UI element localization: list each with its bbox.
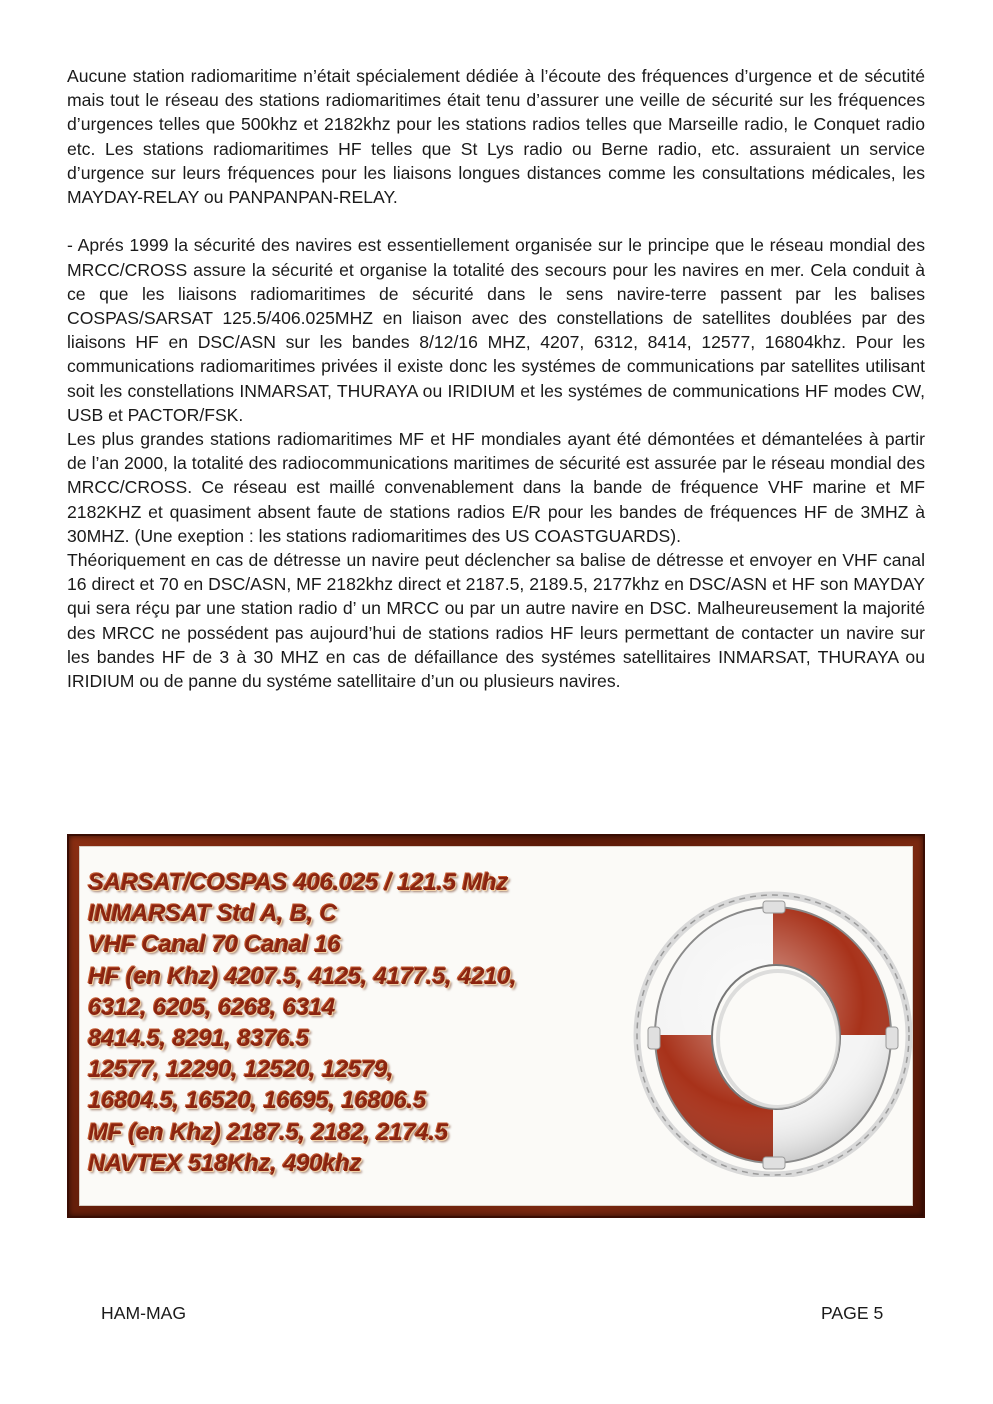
frequency-line: VHF Canal 70 Canal 16 [88, 931, 341, 959]
frequency-line: 6312, 6205, 6268, 6314 [88, 993, 335, 1021]
article-paragraph: Aucune station radiomaritime n’était spécialement dédiée à l’écoute des fréquences d’urgence et de sécutité mais tout le réseau des stations radiomaritimes était tenu d’assurer une veille de sécurité sur les fréquences d’urgences telles que 500khz et 2182khz pour les stations radios telles que Marseille radio, le Conquet radio etc. Les stations radiomaritimes HF telles que St Lys radio ou Berne radio, etc. assuraient un service d’urgence sur leurs fréquences pour les liaisons longues distances comme les consultations médicales, les MAYDAY-RELAY ou PANPANPAN-RELAY. [67, 66, 925, 208]
frequency-line: 12577, 12290, 12520, 12579, [88, 1056, 394, 1084]
frequency-list [88, 867, 517, 1179]
frequency-panel-inner [79, 846, 913, 1206]
footer-publication: HAM-MAG [101, 1303, 187, 1323]
frequency-line: MF (en Khz) 2187.5, 2182, 2174.5 [88, 1118, 448, 1146]
article-paragraph: Théoriquement en cas de détresse un navire peut déclencher sa balise de détresse et envoyer en VHF canal 16 direct et 70 en DSC/ASN, MF 2182khz direct et 2187.5, 2189.5, 2177khz en DSC/ASN et HF son MAYDAY qui sera réçu par une station radio d’ un MRCC ou par un autre navire en DSC. Malheureusement la majorité des MRCC ne possédent pas aujourd’hui de stations radios HF leurs permettant de contacter un navire sur les bandes HF de 3 à 30 MHZ en cas de défaillance des systémes satellitaires INMARSAT, THURAYA ou IRIDIUM ou de panne du systéme satellitaire d’un ou plusieurs navires. [67, 550, 925, 692]
lifebuoy-icon [628, 887, 918, 1177]
footer-page-number: PAGE 5 [821, 1303, 884, 1323]
frequency-line: 8414.5, 8291, 8376.5 [88, 1025, 309, 1053]
frequency-line: 16804.5, 16520, 16695, 16806.5 [88, 1087, 426, 1115]
frequency-line: NAVTEX 518Khz, 490khz [88, 1149, 362, 1177]
frequency-line: HF (en Khz) 4207.5, 4125, 4177.5, 4210, [88, 962, 517, 990]
frequency-panel [67, 834, 925, 1218]
frequency-line: SARSAT/COSPAS 406.025 / 121.5 Mhz [88, 869, 509, 896]
article-paragraph: - Aprés 1999 la sécurité des navires est essentiellement organisée sur le principe que le réseau mondial des MRCC/CROSS assure la sécurité et organise la totalité des secours pour les navires en mer. Cela conduit à ce que les liaisons radiomaritimes de sécurité dans le sens navire-terre passent par les balises COSPAS/SARSAT 125.5/406.025MHZ en liaison avec des constellations de satellites doublées par des liaisons HF en DSC/ASN sur les bandes 8/12/16 MHZ, 4207, 6312, 8414, 12577, 16804khz. Pour les communications radiomaritimes privées il existe donc les systémes de communications par satellites utilisant soit les constellations INMARSAT, THURAYA ou IRIDIUM et les systémes de communications HF modes CW, USB et PACTOR/FSK. [67, 235, 925, 425]
article-paragraph: Les plus grandes stations radiomaritimes MF et HF mondiales ayant été démontées et démantelées à partir de l’an 2000, la totalité des radiocommunications maritimes de sécurité est assurée par le réseau mondial des MRCC/CROSS. Ce réseau est maillé convenablement dans la bande de fréquence VHF marine et MF 2182KHZ et quasiment absent faute de stations radios E/R pour les bandes de fréquences HF de 3MHZ à 30MHZ. (Une exeption : les stations radiomaritimes des US COASTGUARDS). [67, 429, 925, 546]
article-body [67, 64, 925, 693]
frequency-line: INMARSAT Std A, B, C [88, 900, 337, 928]
